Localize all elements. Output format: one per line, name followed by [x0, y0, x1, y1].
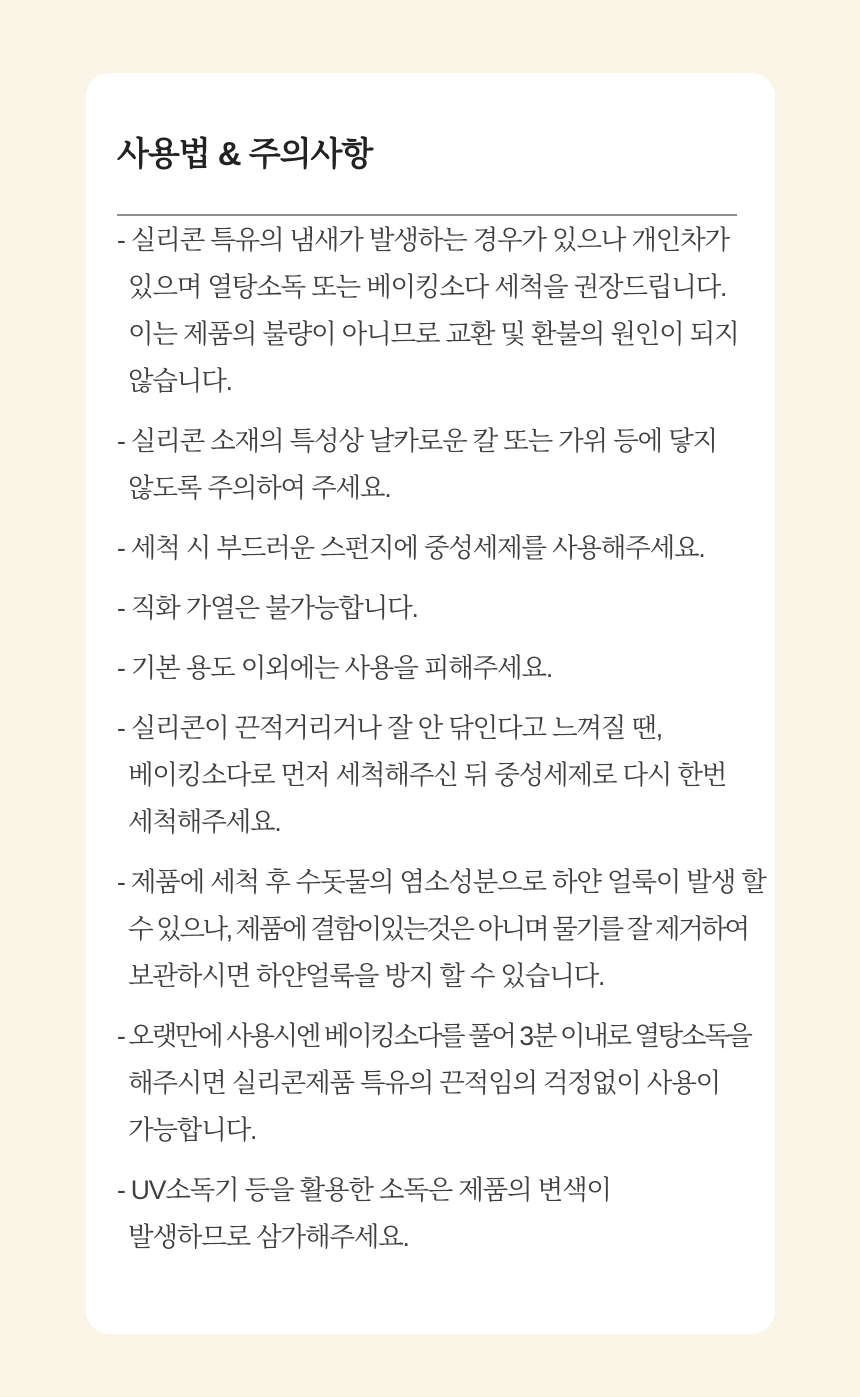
list-item: [117, 585, 737, 632]
section-title: 사용법 & 주의사항: [117, 135, 373, 172]
list-item-line: - 실리콘이 끈적거리거나 잘 안 닦인다고 느껴질 땐,: [117, 713, 662, 743]
list-item-line: - 오랫만에 사용시엔 베이킹소다를 풀어 3분 이내로 열탕소독을: [117, 1021, 751, 1051]
list-item: [117, 705, 737, 846]
list-item-line: 발생하므로 삼가해주세요.: [128, 1222, 409, 1252]
list-item-line: - 직화 가열은 불가능합니다.: [117, 593, 418, 623]
list-item-line: 않습니다.: [128, 366, 232, 396]
list-item: [117, 1167, 737, 1261]
list-item-line: 수 있으나, 제품에 결함이있는것은 아니며 물기를 잘 제거하여: [128, 914, 748, 944]
list-item: [117, 217, 737, 405]
list-item-line: 해주시면 실리콘제품 특유의 끈적임의 걱정없이 사용이: [128, 1068, 720, 1098]
list-item-line: - UV소독기 등을 활용한 소독은 제품의 변색이: [117, 1175, 611, 1205]
divider: [117, 214, 737, 216]
list-item-line: - 실리콘 특유의 냄새가 발생하는 경우가 있으나 개인차가: [117, 225, 729, 255]
list-item-line: 가능합니다.: [128, 1115, 257, 1145]
list-item-line: - 실리콘 소재의 특성상 날카로운 칼 또는 가위 등에 닿지: [117, 426, 717, 456]
usage-list: [117, 217, 766, 1261]
usage-info-card: [86, 73, 775, 1334]
list-item-line: 세척해주세요.: [128, 807, 281, 837]
list-item-line: 베이킹소다로 먼저 세척해주신 뒤 중성세제로 다시 한번: [128, 760, 727, 790]
list-item-line: 있으며 열탕소독 또는 베이킹소다 세척을 권장드립니다.: [128, 272, 727, 302]
list-item-line: 보관하시면 하얀얼룩을 방지 할 수 있습니다.: [128, 961, 605, 991]
list-item-line: 않도록 주의하여 주세요.: [128, 473, 391, 503]
list-item-line: - 제품에 세척 후 수돗물의 염소성분으로 하얀 얼룩이 발생 할: [117, 867, 766, 897]
list-item-line: - 세척 시 부드러운 스펀지에 중성세제를 사용해주세요.: [117, 533, 705, 563]
list-item: [117, 859, 766, 1000]
list-item: [117, 645, 737, 692]
list-item: [117, 525, 737, 572]
list-item: [117, 1013, 751, 1154]
list-item: [117, 418, 737, 512]
list-item-line: - 기본 용도 이외에는 사용을 피해주세요.: [117, 653, 552, 683]
list-item-line: 이는 제품의 불량이 아니므로 교환 및 환불의 원인이 되지: [128, 319, 739, 349]
